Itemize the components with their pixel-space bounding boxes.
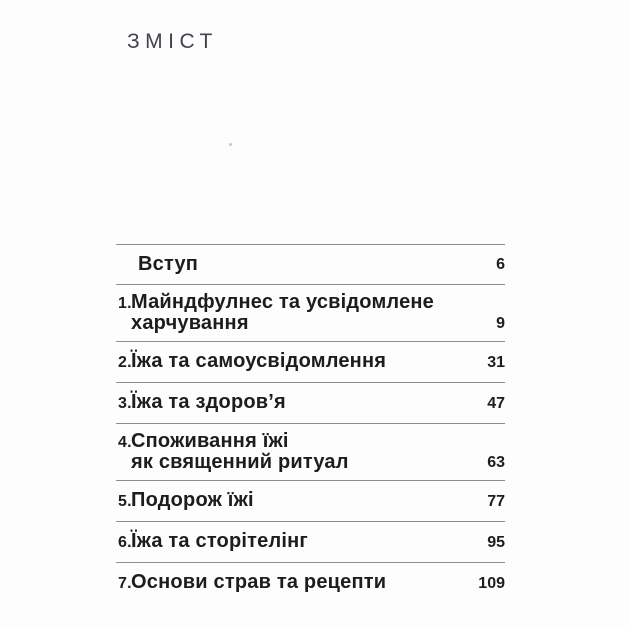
- toc-entry-number: 5.: [118, 493, 132, 510]
- toc-entry-number: 3.: [118, 395, 132, 412]
- toc-entry-text: [116, 431, 349, 473]
- toc-entry-page-number: 6: [496, 256, 505, 273]
- toc-entry-page-number: 31: [487, 354, 505, 371]
- toc-entry-text: [116, 392, 286, 414]
- toc-entry-number: 7.: [118, 575, 132, 592]
- toc-entry: [116, 284, 505, 341]
- toc-entry-number: 4.: [118, 434, 132, 451]
- toc-entry-number: 2.: [118, 354, 132, 371]
- toc-entry: [116, 244, 505, 284]
- toc-entry-page-number: 95: [487, 534, 505, 551]
- toc-entry-title: Майндфулнес та усвідомлене харчування: [131, 291, 435, 334]
- toc-entry-page-number: 63: [487, 454, 505, 471]
- toc-entry-page-number: 9: [496, 315, 505, 332]
- toc-entry-title: Подорож їжі: [131, 489, 254, 511]
- toc-entry: [116, 341, 505, 382]
- dust-speck: [229, 143, 232, 146]
- toc-entry-text: [116, 292, 434, 334]
- toc-entry-title: Вступ: [138, 253, 199, 275]
- toc-entry-title: Їжа та сторітелінг: [131, 530, 308, 552]
- table-of-contents: [116, 244, 505, 603]
- toc-entry-title: Основи страв та рецепти: [131, 571, 387, 593]
- toc-entry-text: [116, 572, 386, 594]
- page-title: ЗМІСТ: [127, 30, 218, 53]
- toc-entry: [116, 382, 505, 423]
- toc-entry-page-number: 77: [487, 493, 505, 510]
- toc-entry-title: Їжа та самоусвідомлення: [131, 350, 387, 372]
- toc-entry: [116, 521, 505, 562]
- toc-entry-text: [116, 531, 308, 553]
- toc-entry-page-number: 47: [487, 395, 505, 412]
- toc-entry-number: 6.: [118, 534, 132, 551]
- toc-entry-text: [116, 254, 198, 275]
- toc-entry: [116, 423, 505, 480]
- toc-entry-title: Споживання їжі як священний ритуал: [131, 430, 349, 473]
- toc-entry: [116, 480, 505, 521]
- toc-entry-title: Їжа та здоров’я: [131, 391, 286, 413]
- toc-entry-page-number: 109: [478, 575, 505, 592]
- toc-entry: [116, 562, 505, 603]
- toc-entry-number: 1.: [118, 295, 132, 312]
- toc-entry-text: [116, 490, 254, 512]
- toc-entry-text: [116, 351, 386, 373]
